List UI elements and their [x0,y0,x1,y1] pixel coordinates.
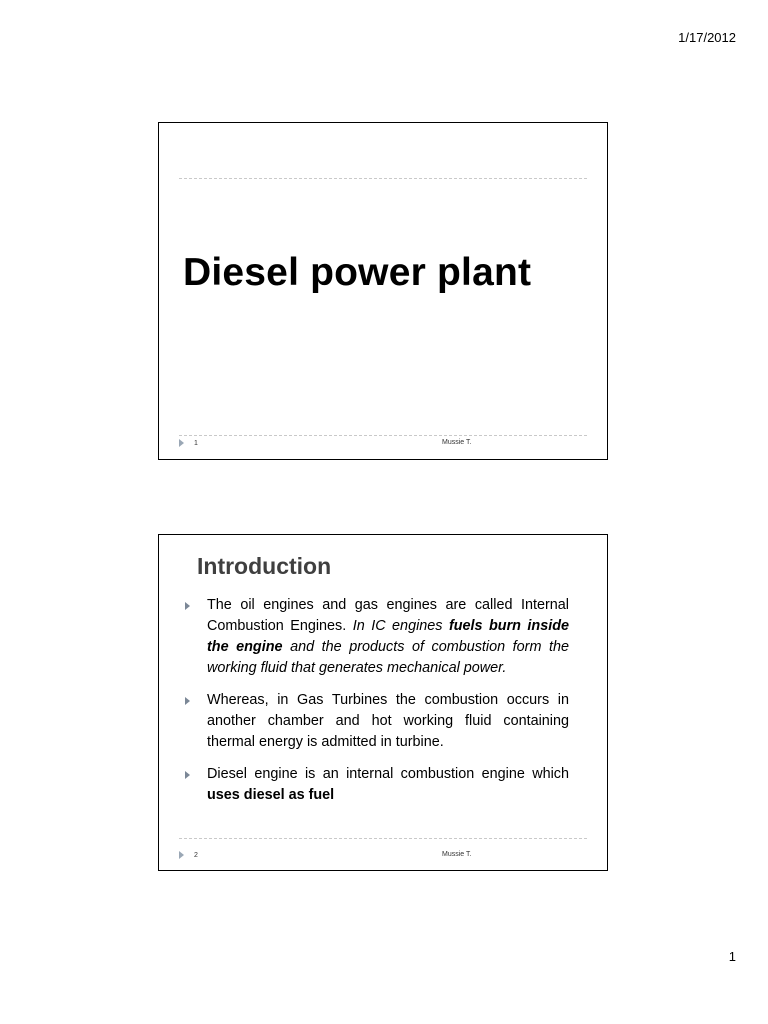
bullet-arrow-icon [185,771,190,779]
divider-bottom [179,838,587,839]
bullet-text-italic: In IC engines [352,618,449,634]
slide-number: 1 [193,439,198,447]
slide-2 [158,534,608,871]
bullet-item [183,764,569,806]
slide-title: Introduction [197,553,332,579]
bullet-text-emphasis: fuels burn inside the engine [207,618,570,655]
footer-arrow-icon [179,439,184,447]
bullet-text: Diesel engine is an internal combustion engine which [207,766,569,782]
slide-footer [179,439,587,447]
footer-arrow-icon [179,851,184,859]
bullet-text-emphasis: uses diesel as fuel [207,787,335,803]
slide-author: Mussie T. [442,439,472,446]
slide-author: Mussie T. [442,851,472,858]
slide-title: Diesel power plant [183,251,532,294]
bullet-text: Whereas, in Gas Turbines the combustion occurs in another chamber and hot working fluid containing thermal energy is admitted in turbine. [207,692,569,750]
bullet-arrow-icon [185,602,190,610]
slide-1 [158,122,608,460]
page-date: 1/17/2012 [678,30,736,45]
divider-top [179,178,587,179]
bullet-text-italic: and the products of combustion form the working fluid that generates mechanical power. [207,639,570,676]
divider-bottom [179,435,587,436]
slide-number: 2 [193,851,198,859]
bullet-item [183,595,569,679]
bullet-item [183,690,569,753]
bullet-arrow-icon [185,697,190,705]
bullet-list [183,595,569,817]
slide-footer [179,851,587,859]
page-number: 1 [728,949,736,964]
bullet-text: The oil engines and gas engines are called Internal Combustion Engines. [207,597,569,634]
